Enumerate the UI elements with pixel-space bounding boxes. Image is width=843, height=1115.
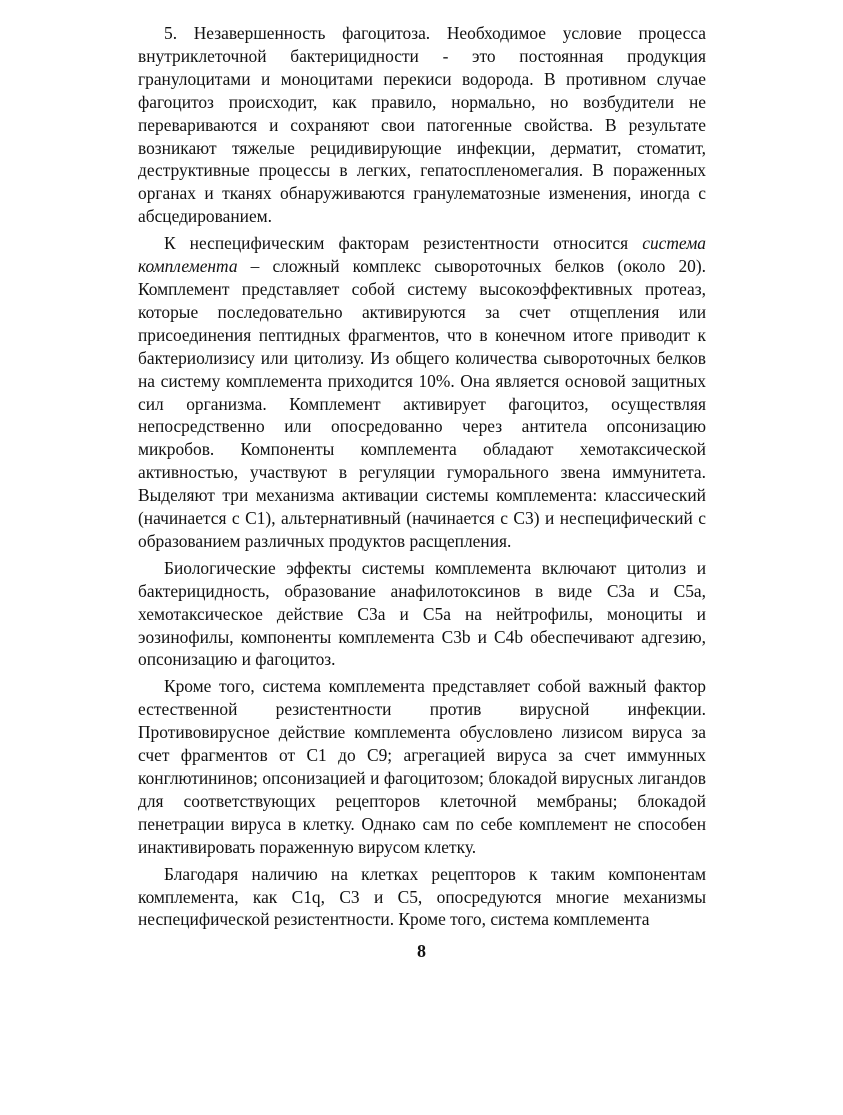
paragraph-biological-effects: Биологические эффекты системы комплемента включают цитолиз и бактерицидность, образование анафилотоксинов в виде С3а и С5а, хемотаксическое действие С3а и С5а на нейтрофилы, моноциты и эозинофилы, компоненты комплемента С3b и С4b обеспечивают адгезию, опсонизацию и фагоцитоз. (138, 557, 706, 670)
paragraph-antiviral-action: Кроме того, система комплемента представляет собой важный фактор естественной резистентности против вирусной инфекции. Противовирусное действие комплемента обусловлено лизисом вируса за счет фрагментов от С1 до С9; агрегацией вируса за счет иммунных конглютининов; опсонизацией и фагоцитозом; блокадой вирусных лигандов для соответствующих рецепторов клеточной мембраны; блокадой пенетрации вируса в клетку. Однако сам по себе комплемент не способен инактивировать пораженную вирусом клетку. (138, 676, 706, 857)
paragraph-phagocytosis-incompleteness: 5. Незавершенность фагоцитоза. Необходимое условие процесса внутриклеточной бактерицидности - это постоянная продукция гранулоцитами и моноцитами перекиси водорода. В противном случае фагоцитоз происходит, как правило, нормально, но возбудители не перевариваются и сохраняют свои патогенные свойства. В результате возникают тяжелые рецидивирующие инфекции, дерматит, стоматит, деструктивные процессы в легких, гепатоспленомегалия. В пораженных органах и тканях обнаруживаются гранулематозные изменения, иногда с абсцедированием. (138, 23, 706, 227)
paragraph-receptors: Благодаря наличию на клетках рецепторов к таким компонентам комплемента, как С1q, С3 и С5, опосредуются многие механизмы неспецифической резистентности. Кроме того, система комплемента (138, 863, 706, 930)
paragraph-complement-intro: К неспецифическим факторам резистентности относится (164, 233, 643, 254)
term-complement-system: система комплемента (138, 233, 706, 277)
paragraph-complement-system (138, 232, 706, 553)
paragraph-complement-body: – сложный комплекс сывороточных белков (около 20). Комплемент представляет собой систему высокоэффективных протеаз, которые последовательно активируются за счет отщепления или присоединения пептидных фрагментов, что в конечном итоге приводит к бактериолизису или цитолизу. Из общего количества сывороточных белков на систему комплемента приходится 10%. Она является основой защитных сил организма. Комплемент активирует фагоцитоз, осуществляя непосредственно или опосредованно через антитела опсонизацию микробов. Компоненты комплемента обладают хемотаксической активностью, участвуют в регуляции гуморального звена иммунитета. Выделяют три механизма активации системы комплемента: классический (начинается с С1), альтернативный (начинается с С3) и неспецифический с образованием различных продуктов расщепления. (138, 256, 706, 551)
page-number: 8 (417, 941, 426, 961)
page-body (138, 22, 706, 935)
